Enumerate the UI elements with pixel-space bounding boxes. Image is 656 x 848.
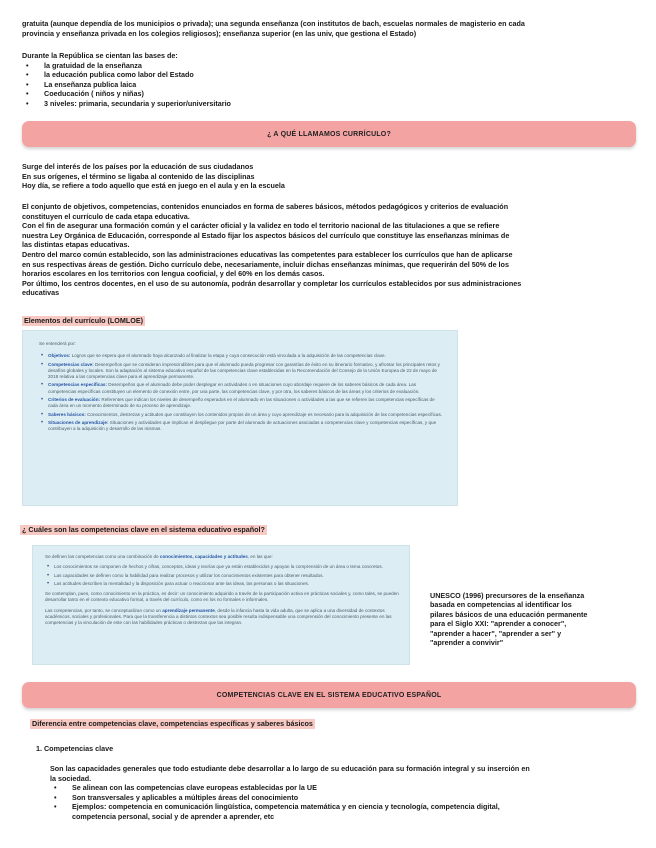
term: Competencias específicas: [48,382,107,388]
term: Competencias clave: [48,361,94,367]
bold-text: aprendizaje permanente [162,607,215,613]
text-line: Dentro del marco común establecido, son las administraciones educativas las competentes para establecer los currículos que han de aplicarse [22,249,513,259]
text: , en las que: [247,554,273,559]
text-line: la sociedad. [50,773,92,783]
bold-text: conocimientos, capacidades y actitudes [159,554,248,559]
elementos-heading: Elementos del currículo (LOMLOE) [24,316,144,325]
list-item [39,382,443,394]
intro-line: gratuita (aunque dependía de los municipios o privada); una segunda enseñanza (con institutos de bach, escuelas normales de magisterio en cada [22,19,525,28]
figure-paragraph [45,608,399,627]
republic-list [22,61,634,109]
figure-intro: Se entenderá por: [39,341,76,346]
text-line: basada en competencias al identificar los [430,600,572,610]
text-line: Por último, los centros docentes, en el uso de su autonomía, podrán desarrollar y completar los currículos establecidos por sus administraciones [22,278,522,288]
elementos-list [39,353,443,432]
text-line: El conjunto de objetivos, competencias, contenidos enunciados en forma de saberes básicos, métodos pedagógicos y criterios de evaluación [22,202,509,211]
term: Saberes básicos: [48,411,86,417]
text-line: UNESCO (1996) precursores de la enseñanza [430,591,585,600]
text-line: las distintas etapas educativas. [22,240,130,250]
list-item [39,353,443,359]
text-line: En sus orígenes, el término se ligaba al contenido de las disciplinas [22,171,255,181]
term: Situaciones de aprendizaje: [48,419,109,425]
text-line: Surge del interés de los países por la educación de sus ciudadanos [22,162,254,171]
definition: Desempeños que el alumnado debe poder desplegar en actividades o en situaciones cuyo abordaje requiere de los saberes básicos de cada área. Las competencias específicas constituyen un elemento de conexión entre, por una parte, las competencias clave, y por otra, los saberes básicos de las áreas y los criterios de evaluación. [48,382,420,394]
list-item: • la educación publica como labor del Estado [22,70,634,80]
text-line: "aprender a convivir" [430,638,504,648]
section-banner-competencias [22,682,636,708]
list-item: • Las capacidades se definen como la habilidad para realizar procesos y utilizar los conocimientos existentes para obtener resultados. [45,573,399,579]
intro-line: provincia y enseñanza privada en los colegios religiosos); enseñanza superior (en las univ, que gestiona el Estado) [22,28,417,38]
figure-paragraph: Se contemplan, pues, como conocimiento en la práctica, es decir: un conocimiento adquirido a través de la participación activa en prácticas sociales y, como tales, se pueden desarrollar tanto en el contexto educativo formal, a través del currículo, como en los no formales e informales. [45,591,399,603]
section-banner-curriculo [22,121,636,147]
text-line: pilares básicos de una educación permanente [430,609,588,619]
list-item: • Ejemplos: competencia en comunicación lingüística, competencia matemática y en ciencia y tecnología, competencia digital, [50,802,640,812]
curriculo-paragraph [22,202,634,298]
list-item: • 3 niveles: primaria, secundaria y superior/universitario [22,99,634,109]
list-item: • Los conocimientos se componen de hechos y cifras, conceptos, ideas y teorías que ya están establecidos y apoyan la comprensión de un área o tema concretos. [45,564,399,570]
text-line: constituyen el currículo de cada etapa educativa. [22,211,190,221]
competencias-question-heading: ¿ Cuáles son las competencias clave en el sistema educativo español? [22,525,265,534]
list-item: • Coeducación ( niños y niñas) [22,89,634,99]
list-item [39,420,443,432]
curriculo-intro [22,162,634,191]
text-line: horarios escolares en los territorios con lengua cooficial, y del 60% en los demás casos. [22,269,325,279]
text: Se definen las competencias como una combinación de [45,554,160,559]
list-item [39,362,443,381]
elementos-figure [22,330,458,506]
competencias-clave-list [50,783,640,812]
list-item: • Se alinean con las competencias clave europeas establecidas por la UE [50,783,640,793]
competencias-list [45,564,399,587]
list-item [39,412,443,418]
text-line: competencia personal, social y de aprender a aprender, etc [72,811,275,821]
competencias-clave-definition [50,764,640,822]
text-line: Con el fin de asegurar una formación común y el carácter oficial y la validez en todo el territorio nacional de las titulaciones a que se refiere [22,221,500,231]
unesco-note [430,591,630,647]
republic-section [22,51,634,109]
text-line: "aprender a hacer", "aprender a ser" y [430,628,562,638]
banner-title: ¿ A QUÉ LLAMAMOS CURRÍCULO? [267,130,391,138]
text-line: educativas [22,288,60,298]
definition: Conocimientos, destrezas y actitudes que constituyen los contenidos propios de un área y cuyo aprendizaje es necesario para la adquisición de las competencias específicas. [87,411,443,417]
text-line: Hoy día, se refiere a todo aquello que está en juego en el aula y en la escuela [22,181,285,191]
list-item: • Las actitudes describen la mentalidad y la disposición para actuar o reaccionar ante las ideas, las personas o las situaciones. [45,581,399,587]
list-item: • la gratuidad de la enseñanza [22,61,634,71]
list-item: • La enseñanza publica laica [22,80,634,90]
definition: Logros que se espera que el alumnado haya alcanzado al finalizar la etapa y cuya consecución está vinculada a la adquisición de las competencias clave. [71,353,386,359]
term: Objetivos: [48,353,71,359]
term: Criterios de evaluación: [48,396,101,402]
text: Las competencias, por tanto, se conceptualizan como un [45,607,163,613]
figure-intro [45,554,399,560]
text-line: en sus respectivas áreas de gestión. Dicho currículo debe, necesariamente, incluir dichas enseñanzas mínimas, que requerirán del 50% de los [22,259,509,269]
list-item: • Son transversales y aplicables a múltiples áreas del conocimiento [50,793,640,803]
text-line: Son las capacidades generales que todo estudiante debe desarrollar a lo largo de su educación para su formación integral y su inserción en [50,764,530,773]
text-line: para el Siglo XXI: "aprender a conocer", [430,619,567,629]
diferencia-heading: Diferencia entre competencias clave, competencias específicas y saberes básicos [32,719,313,728]
numbered-heading: 1. Competencias clave [36,744,114,753]
text-line: nuestra Ley Orgánica de Educación, corresponde al Estado fijar los aspectos básicos del currículo que constituye las enseñanzas mínimas de [22,230,510,240]
competencias-figure [32,545,410,665]
intro-paragraph [22,19,634,38]
list-item [39,397,443,409]
definition: Desempeños que se consideran imprescindibles para que el alumnado pueda progresar con garantías de éxito en su itinerario formativo, y afrontar los principales retos y desafíos globales y locales. Son la adaptación al sistema educativo español de las competencias clave establecidas en la Recomendación del Consejo de la Unión Europea de 22 de mayo de 2018 relativa a las competencias clave para el aprendizaje permanente. [48,361,440,379]
republic-heading: Durante la República se cientan las bases de: [22,51,178,60]
definition: Referentes que indican los niveles de desempeño esperados en el alumnado en las situaciones o actividades a las que se refieren las competencias específicas de cada área en un momento determinado de su proceso de aprendizaje. [48,396,435,409]
banner-title: COMPETENCIAS CLAVE EN EL SISTEMA EDUCATIVO ESPAÑOL [216,691,442,699]
text: , desde la infancia hasta la vida adulta, que se aplica a una diversidad de contextos académicos, sociales y profesionales. Para que la transferencia a distintos contextos sea posible resulta indispensable una comprensión del conocimiento presente en las competencias y la vinculación de este con las habilidades prácticas o destrezas que las integran. [45,607,392,625]
definition: Situaciones y actividades que implican el despliegue por parte del alumnado de actuaciones asociadas a competencias clave y competencias específicas, y que contribuyen a la adquisición y desarrollo de las mismas. [48,419,437,432]
